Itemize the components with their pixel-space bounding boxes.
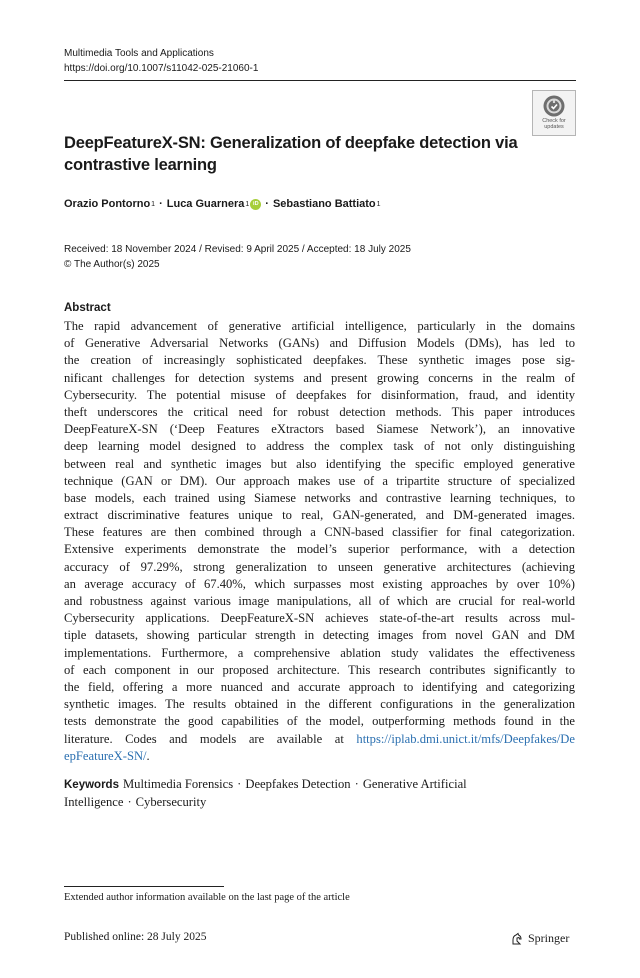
abstract-line: The rapid advancement of generative artificial intelligence, particularly in the domains [64,319,575,333]
publisher-name: Springer [528,931,570,945]
journal-header [64,46,258,76]
publisher-logo[interactable] [510,931,569,946]
abstract-body [64,318,575,765]
paper-title [64,132,534,176]
abstract-line-text: literature. Codes and models are available at [64,731,357,746]
abstract-line: and robustness against various image manipulations, all of which are crucial for real-world [64,594,575,608]
author-affiliation: 1 [245,200,250,208]
abstract-line: nificant challenges for detection systems and present growing concerns in the realm of [64,370,575,385]
copyright: © The Author(s) 2025 [64,259,160,270]
keyword: Generative Artificial [362,777,467,791]
abstract-line: Cybersecurity applications. DeepFeatureX-SN achieves state-of-the-art results across mul- [64,611,575,626]
keyword: Cybersecurity [135,795,207,809]
abstract-line: tiple datasets, showing particular strength in detecting images from novel GAN and DM [64,628,575,643]
abstract-line-tail: . [146,748,150,763]
footnote-divider [64,886,224,887]
springer-horse-icon [510,932,524,946]
abstract-line: tests demonstrate the good capabilities of the model, outperforming methods found in the [64,714,575,729]
abstract-line: an average accuracy of 67.40%, which surpasses most existing approaches by over 10%) [64,576,575,591]
abstract-line: accuracy of 97.29%, strong generalization to unseen generative architectures (achieving [64,559,575,574]
author-name[interactable]: Orazio Pontorno [64,198,151,210]
article-dates [64,242,411,272]
abstract-line: technique (GAN or DM). Our approach makes use of a tripartite structure of specialized [64,473,575,488]
check-for-updates-icon [542,94,566,118]
header-divider [64,80,576,81]
author-list [64,198,381,210]
author-separator: · [265,198,269,210]
keyword-separator: · [237,777,242,791]
abstract-line: theft underscores the critical need for robust detection methods. This paper introduces [64,404,575,419]
abstract-heading: Abstract [64,302,111,314]
abstract-line: implementations. Furthermore, a comprehensive ablation study validates the effectiveness [64,645,575,660]
keywords-line [64,794,575,811]
keyword: Deepfakes Detection [245,777,351,791]
keyword: Intelligence [64,795,124,809]
abstract-line: DeepFeatureX-SN (‘Deep Features eXtractors based Siamese Network’), an innovative [64,422,575,437]
author-affiliation: 1 [151,200,156,208]
check-for-updates-badge[interactable] [532,90,576,136]
keyword-separator: · [354,777,359,791]
abstract-line: the creation of increasingly sophisticated deepfakes. These synthetic images pose sig- [64,353,575,368]
abstract-line [64,731,575,748]
orcid-icon[interactable]: iD [250,199,261,210]
title-line-2: contrastive learning [64,156,217,174]
code-link-continued[interactable]: epFeatureX-SN/ [64,748,147,763]
abstract-line: deep learning model designed to address the complex task of not only distinguishing [64,439,575,454]
abstract-line: between real and synthetic images but also identifying the specific employed generative [64,456,575,471]
abstract-line: of Generative Adversarial Networks (GANs) and Diffusion Models (DMs), has led to [64,336,575,351]
author-name[interactable]: Sebastiano Battiato [272,198,376,210]
abstract-line [64,748,575,765]
code-link[interactable]: https://iplab.dmi.unict.it/mfs/Deepfakes/De [356,731,575,746]
abstract-line: of each component in our proposed architecture. This research contributes significantly to [64,662,575,677]
journal-name: Multimedia Tools and Applications [64,48,214,59]
abstract-line: base models, each trained using Siamese networks and contrastive learning techniques, to [64,490,575,505]
abstract-line: Extensive experiments demonstrate the model’s superior performance, with a detection [64,542,575,557]
abstract-line: These features are then combined through a CNN-based classifier for final categorization. [64,525,575,540]
abstract-line: synthetic images. The results obtained in the different configurations in the generalization [64,697,575,712]
badge-line-2: updates [544,124,564,130]
keyword-separator: · [127,795,132,809]
author-separator: · [159,198,163,210]
title-line-1: DeepFeatureX-SN: Generalization of deepfake detection via [64,134,518,152]
abstract-line: Cybersecurity. The potential misuse of deepfakes for disinformation, fraud, and identity [64,387,575,402]
keyword: Multimedia Forensics [122,777,234,791]
keywords-line [64,776,575,794]
author-affiliation: 1 [376,200,381,208]
keywords-label: Keywords [64,779,119,791]
published-date: Published online: 28 July 2025 [64,931,207,943]
footnote: Extended author information available on the last page of the article [64,892,350,903]
abstract-line: extract discriminative features unique to real, GAN-generated, and DM-generated images. [64,508,575,523]
author-name[interactable]: Luca Guarnera [166,198,245,210]
badge-line-1: Check for [542,118,566,124]
history-dates: Received: 18 November 2024 / Revised: 9 April 2025 / Accepted: 18 July 2025 [64,244,411,255]
keywords-section [64,776,575,811]
doi-link[interactable]: https://doi.org/10.1007/s11042-025-21060-1 [64,63,259,74]
abstract-line: the field, offering a more nuanced and accurate approach to identifying and categorizing [64,679,575,694]
